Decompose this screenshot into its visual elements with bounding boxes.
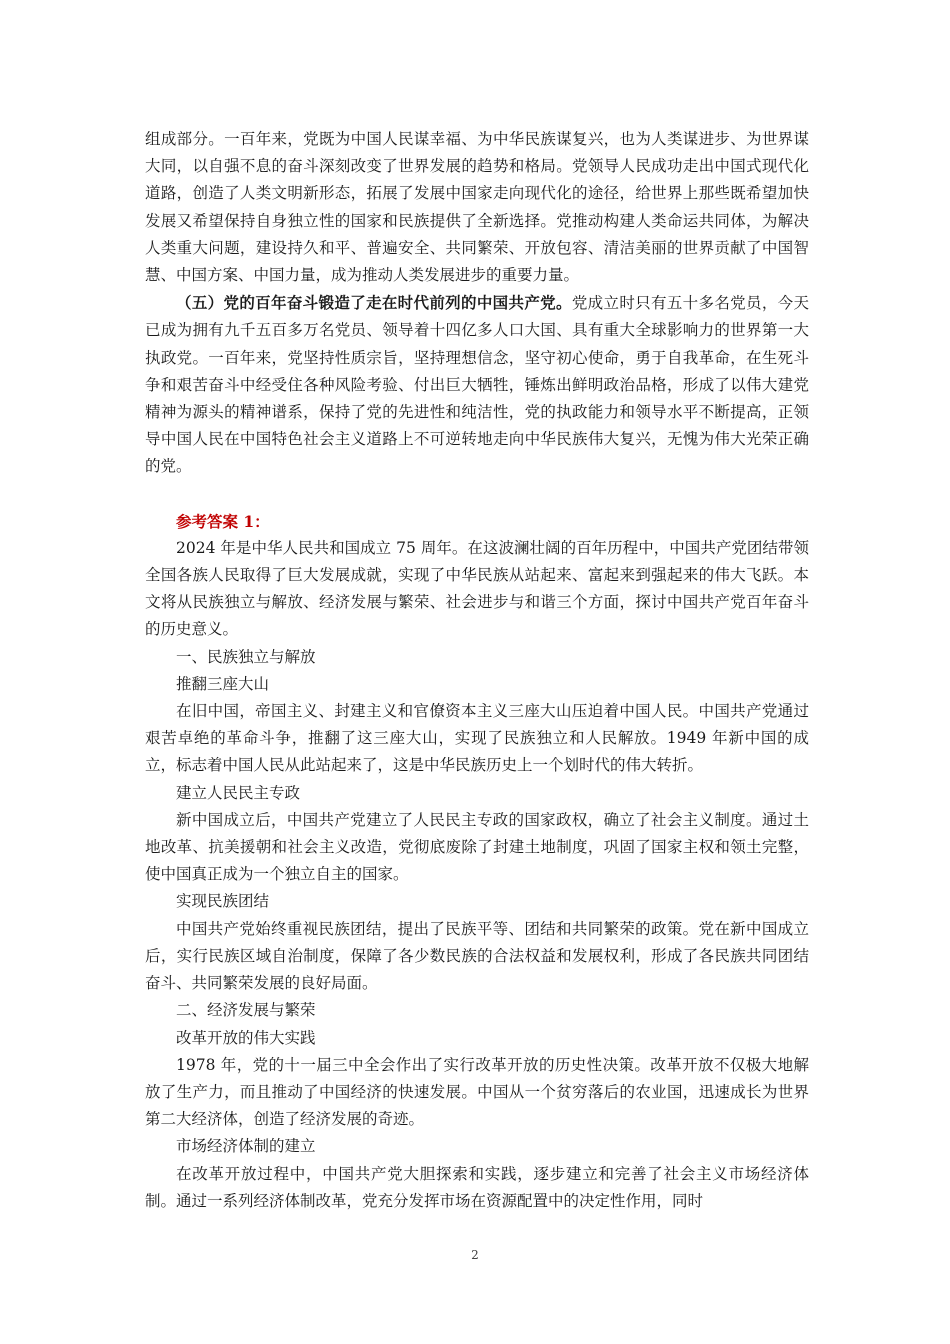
intro-paragraph: 2024 年是中华人民共和国成立 75 周年。在这波澜壮阔的百年历程中，中国共产党团结带领全国各族人民取得了巨大发展成就，实现了中华民族从站起来、富起来到强起来的伟大飞跃。本文将从民族独立与解放、经济发展与繁荣、社会进步与和谐三个方面，探讨中国共产党百年奋斗的历史意义。 <box>145 538 809 639</box>
paragraph-section-five <box>145 289 809 480</box>
answer-heading: 参考答案 1： <box>176 511 270 531</box>
paragraph-continued: 组成部分。一百年来，党既为中国人民谋幸福、为中华民族谋复兴，也为人类谋进步、为世界谋大同，以自强不息的奋斗深刻改变了世界发展的趋势和格局。党领导人民成功走出中国式现代化道路，创造了人类文明新形态，拓展了发展中国家走向现代化的途径，给世界上那些既希望加快发展又希望保持自身独立性的国家和民族提供了全新选择。党推动构建人类命运共同体，为解决人类重大问题，建设持久和平、普遍安全、共同繁荣、开放包容、清洁美丽的世界贡献了中国智慧、中国方案、中国力量，成为推动人类发展进步的重要力量。 <box>145 130 809 285</box>
page-number: 2 <box>471 1248 479 1262</box>
subsection-title: 改革开放的伟大实践 <box>176 1028 316 1047</box>
subsection-text: 在改革开放过程中，中国共产党大胆探索和实践，逐步建立和完善了社会主义市场经济体制。通过一系列经济体制改革，党充分发挥市场在资源配置中的决定性作用，同时 <box>145 1164 809 1210</box>
subsection-title: 市场经济体制的建立 <box>176 1137 316 1156</box>
subsection-title: 推翻三座大山 <box>176 674 270 693</box>
document-body <box>145 126 809 1215</box>
subsection-text: 1978 年，党的十一届三中全会作出了实行改革开放的历史性决策。改革开放不仅极大地解放了生产力，而且推动了中国经济的快速发展。中国从一个贫穷落后的农业国，迅速成长为世界第二大经济体，创造了经济发展的奇迹。 <box>145 1055 809 1129</box>
subsection-text: 新中国成立后，中国共产党建立了人民民主专政的国家政权，确立了社会主义制度。通过土地改革、抗美援朝和社会主义改造，党彻底废除了封建土地制度，巩固了国家主权和领土完整，使中国真正成为一个独立自主的国家。 <box>145 810 809 884</box>
section-five-text: 党成立时只有五十多名党员，今天已成为拥有九千五百多万名党员、领导着十四亿多人口大国、具有重大全球影响力的世界第一大执政党。一百年来，党坚持性质宗旨，坚持理想信念，坚守初心使命，勇于自我革命，在生死斗争和艰苦奋斗中经受住各种风险考验、付出巨大牺牲，锤炼出鲜明政治品格，形成了以伟大建党精神为源头的精神谱系，保持了党的先进性和纯洁性，党的执政能力和领导水平不断提高，正领导中国人民在中国特色社会主义道路上不可逆转地走向中华民族伟大复兴，无愧为伟大光荣正确的党。 <box>145 294 809 476</box>
section-one-title: 一、民族独立与解放 <box>176 647 316 666</box>
subsection-title: 建立人民民主专政 <box>176 783 301 802</box>
subsection-title: 实现民族团结 <box>176 892 270 911</box>
subsection-text: 中国共产党始终重视民族团结，提出了民族平等、团结和共同繁荣的政策。党在新中国成立后，实行民族区域自治制度，保障了各少数民族的合法权益和发展权利，形成了各民族共同团结奋斗、共同繁荣发展的良好局面。 <box>145 919 809 993</box>
subsection-text: 在旧中国，帝国主义、封建主义和官僚资本主义三座大山压迫着中国人民。中国共产党通过艰苦卓绝的革命斗争，推翻了这三座大山，实现了民族独立和人民解放。1949 年新中国的成立，标志着中国人民从此站起来了，这是中华民族历史上一个划时代的伟大转折。 <box>145 702 809 775</box>
section-two-title: 二、经济发展与繁荣 <box>176 1001 316 1020</box>
section-five-heading: （五）党的百年奋斗锻造了走在时代前列的中国共产党。 <box>176 293 572 313</box>
